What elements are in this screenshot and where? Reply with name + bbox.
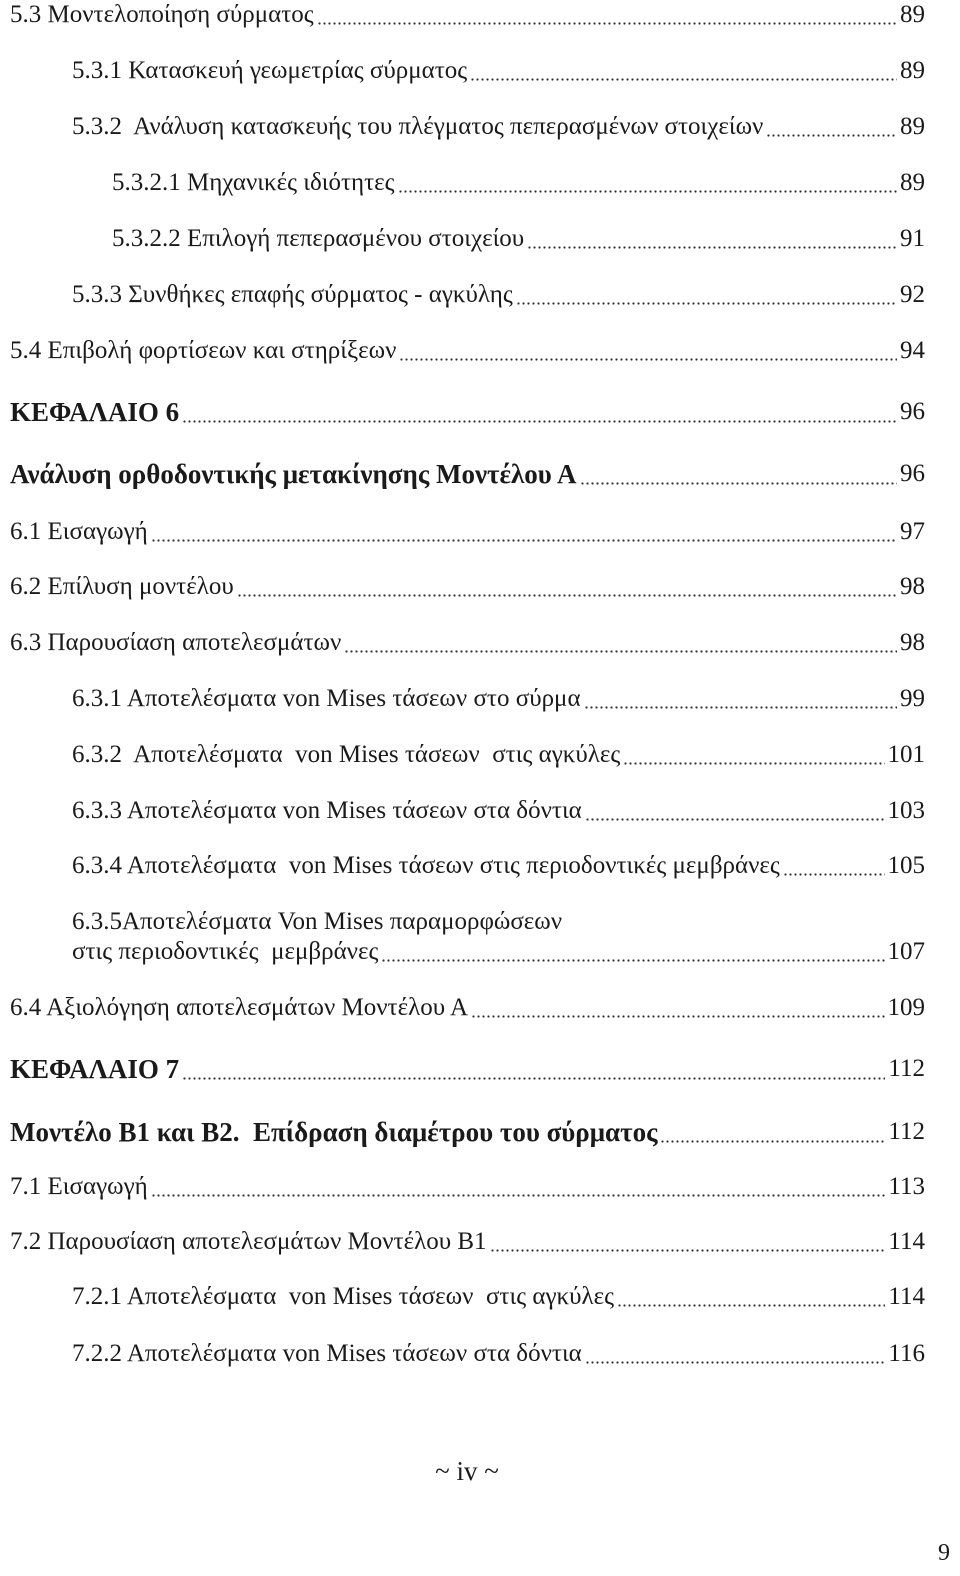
dot-leader: [660, 1140, 885, 1143]
dot-leader: [585, 818, 885, 821]
chapter-title-text: Ανάλυση ορθοδοντικής μετακίνησης Μοντέλου Α: [10, 459, 577, 489]
toc-page-number: 99: [900, 685, 925, 712]
toc-entry-title: 5.3.2.1 Μηχανικές ιδιότητες: [112, 169, 395, 196]
toc-entry: [10, 1172, 925, 1202]
toc-entry-title: 6.2 Επίλυση μοντέλου: [10, 573, 234, 600]
toc-entry: [72, 851, 925, 881]
dot-leader: [471, 1015, 884, 1018]
toc-entry-title: 6.3.2 Αποτελέσματα von Mises τάσεων στις αγκύλες: [72, 741, 621, 768]
toc-page-number: 98: [900, 629, 925, 656]
dot-leader: [516, 302, 897, 305]
toc-page-number: 94: [900, 337, 925, 364]
dot-leader: [151, 1194, 886, 1197]
roman-page-footer: ~ iv ~: [435, 1456, 499, 1486]
toc-entry: [10, 0, 925, 30]
dot-leader: [182, 1077, 885, 1080]
toc-entry-title: 5.3 Μοντελοποίηση σύρματος: [10, 1, 314, 28]
toc-entry: [72, 1339, 925, 1369]
toc-entry: [10, 336, 925, 366]
toc-entry: [112, 168, 925, 198]
dot-leader: [182, 420, 897, 423]
toc-entry-title: 6.1 Εισαγωγή: [10, 518, 148, 545]
dot-leader: [783, 873, 885, 876]
dot-leader: [317, 22, 897, 25]
toc-entry: [10, 993, 925, 1023]
toc-page-number: 89: [900, 169, 925, 196]
toc-entry: [72, 796, 925, 826]
toc-page-number: 96: [900, 398, 925, 425]
toc-page-number: 114: [888, 1228, 925, 1255]
chapter-heading-title: ΚΕΦΑΛΑΙΟ 7: [10, 1054, 180, 1084]
toc-page-number: 105: [887, 852, 925, 879]
dot-leader: [617, 1304, 885, 1307]
dot-leader: [584, 706, 897, 709]
toc-entry-title: 6.3 Παρουσίαση αποτελεσμάτων: [10, 629, 342, 656]
toc-page-number: 116: [888, 1340, 925, 1367]
toc-page-number: 98: [900, 573, 925, 600]
page-number: 9: [938, 1540, 950, 1566]
toc-page-number: 89: [900, 113, 925, 140]
toc-page-number: 92: [900, 281, 925, 308]
toc-entry-title: 7.1 Εισαγωγή: [10, 1173, 148, 1200]
toc-entry-title-continued: στις περιοδοντικές μεμβράνες: [72, 938, 379, 965]
chapter-heading: [10, 1052, 925, 1086]
toc-entry-first-line: [72, 907, 925, 937]
toc-page-number: 112: [888, 1118, 925, 1145]
toc-entry: [72, 56, 925, 86]
toc-entry-title: 6.3.1 Αποτελέσματα von Mises τάσεων στο σύρμα: [72, 685, 581, 712]
dot-leader: [399, 358, 897, 361]
dot-leader: [490, 1249, 886, 1252]
toc-page-number: 109: [887, 994, 925, 1021]
dot-leader: [151, 539, 897, 542]
dot-leader: [580, 482, 897, 485]
toc-entry-title: 6.3.3 Αποτελέσματα von Mises τάσεων στα δόντια: [72, 797, 582, 824]
toc-entry: [72, 280, 925, 310]
toc-entry-title: 7.2.1 Αποτελέσματα von Mises τάσεων στις αγκύλες: [72, 1283, 614, 1310]
chapter-title: [10, 1115, 925, 1149]
toc-page-number: 89: [900, 57, 925, 84]
toc-entry: [72, 112, 925, 142]
toc-page-number: 112: [888, 1055, 925, 1082]
toc-entry-title: 5.3.2 Ανάλυση κατασκευής του πλέγματος πεπερασμένων στοιχείων: [72, 113, 764, 140]
dot-leader: [237, 594, 897, 597]
dot-leader: [381, 959, 884, 962]
chapter-title-text: Μοντέλο Β1 και Β2. Επίδραση διαμέτρου του σύρματος: [10, 1117, 658, 1147]
toc-entry-title: 7.2 Παρουσίαση αποτελεσμάτων Μοντέλου Β1: [10, 1228, 487, 1255]
toc-page-number: 101: [887, 741, 925, 768]
dot-leader: [344, 650, 897, 653]
toc-entry: [10, 572, 925, 602]
toc-entry-continued: [72, 937, 925, 967]
toc-entry-title: 6.3.5Αποτελέσματα Von Mises παραμορφώσεων: [72, 908, 563, 935]
toc-entry-title: 5.4 Επιβολή φορτίσεων και στηρίξεων: [10, 337, 397, 364]
toc-entry: [10, 1227, 925, 1257]
toc-page-number: 89: [900, 1, 925, 28]
dot-leader: [398, 190, 897, 193]
chapter-heading: [10, 395, 925, 429]
toc-page-number: 97: [900, 518, 925, 545]
toc-entry: [10, 628, 925, 658]
toc-page-number: 107: [887, 938, 925, 965]
toc-entry-title: 6.4 Αξιολόγηση αποτελεσμάτων Μοντέλου Α: [10, 994, 469, 1021]
dot-leader: [766, 134, 897, 137]
chapter-heading-title: ΚΕΦΑΛΑΙΟ 6: [10, 397, 180, 427]
toc-page-number: 103: [887, 797, 925, 824]
toc-page-number: 113: [888, 1173, 925, 1200]
toc-entry: [72, 684, 925, 714]
toc-entry: [72, 740, 925, 770]
toc-entry-title: 5.3.2.2 Επιλογή πεπερασμένου στοιχείου: [112, 225, 525, 252]
dot-leader: [585, 1361, 886, 1364]
toc-entry: [10, 517, 925, 547]
dot-leader: [527, 246, 897, 249]
toc-entry-title: 5.3.1 Κατασκευή γεωμετρίας σύρματος: [72, 57, 468, 84]
toc-entry: [112, 224, 925, 254]
toc-page-number: 114: [888, 1283, 925, 1310]
toc-page-number: 96: [900, 460, 925, 487]
toc-entry-title: 6.3.4 Αποτελέσματα von Mises τάσεων στις περιοδοντικές μεμβράνες: [72, 852, 780, 879]
dot-leader: [470, 78, 897, 81]
toc-page-number: 91: [900, 225, 925, 252]
chapter-title: [10, 457, 925, 491]
toc-entry: [72, 1282, 925, 1312]
toc-entry-title: 5.3.3 Συνθήκες επαφής σύρματος - αγκύλης: [72, 281, 513, 308]
dot-leader: [623, 762, 884, 765]
toc-entry-title: 7.2.2 Αποτελέσματα von Mises τάσεων στα δόντια: [72, 1340, 582, 1367]
